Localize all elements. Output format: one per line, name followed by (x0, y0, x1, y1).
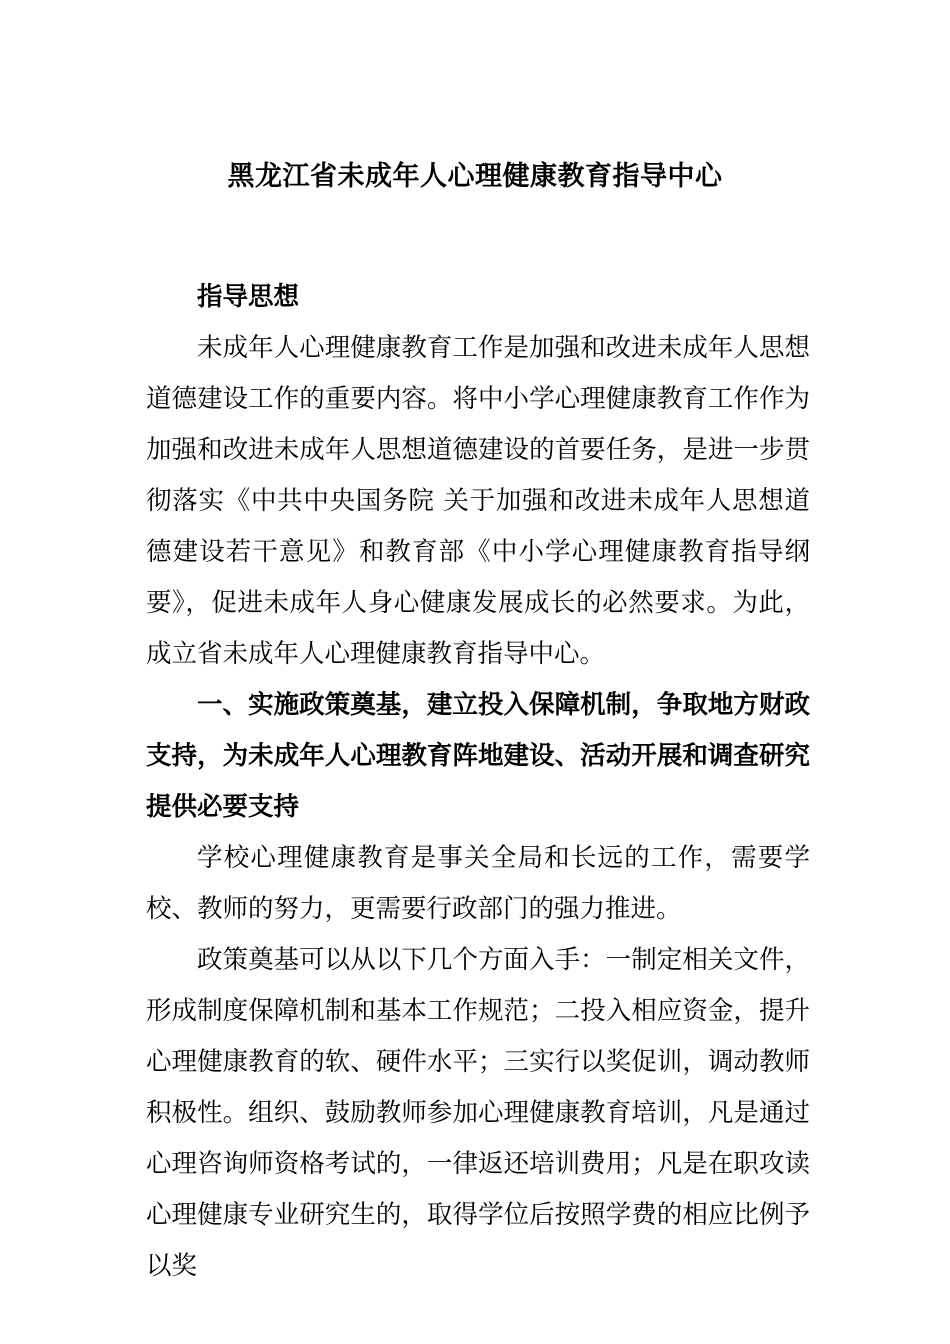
document-title: 黑龙江省未成年人心理健康教育指导中心 (227, 161, 723, 192)
paragraph-guiding-idea: 未成年人心理健康教育工作是加强和改进未成年人思想道德建设工作的重要内容。将中小学心理健康教育工作作为加强和改进未成年人思想道德建设的首要任务，是进一步贯彻落实《中共中央国务院 关于加强和改进未成年人思想道德建设若干意见》和教育部《中小学心理健康教育指导纲要》，促进未成年人身心健康发展成长的必然要求。为此，成立省未成年人心理健康教育指导中心。 (146, 333, 810, 669)
paragraph-policy-measures: 政策奠基可以从以下几个方面入手：一制定相关文件，形成制度保障机制和基本工作规范；二投入相应资金，提升心理健康教育的软、硬件水平；三实行以奖促训，调动教师积极性。组织、鼓励教师参加心理健康教育培训，凡是通过心理咨询师资格考试的，一律返还培训费用；凡是在职攻读心理健康专业研究生的，取得学位后按照学费的相应比例予以奖 (146, 945, 810, 1281)
paragraph-school-education: 学校心理健康教育是事关全局和长远的工作，需要学校、教师的努力，更需要行政部门的强力推进。 (146, 843, 810, 924)
section-heading: 指导思想 (197, 282, 300, 312)
heading-policy-foundation: 一、实施政策奠基，建立投入保障机制，争取地方财政支持，为未成年人心理教育阵地建设、活动开展和调查研究提供必要支持 (146, 690, 810, 822)
document-body (146, 272, 810, 1292)
